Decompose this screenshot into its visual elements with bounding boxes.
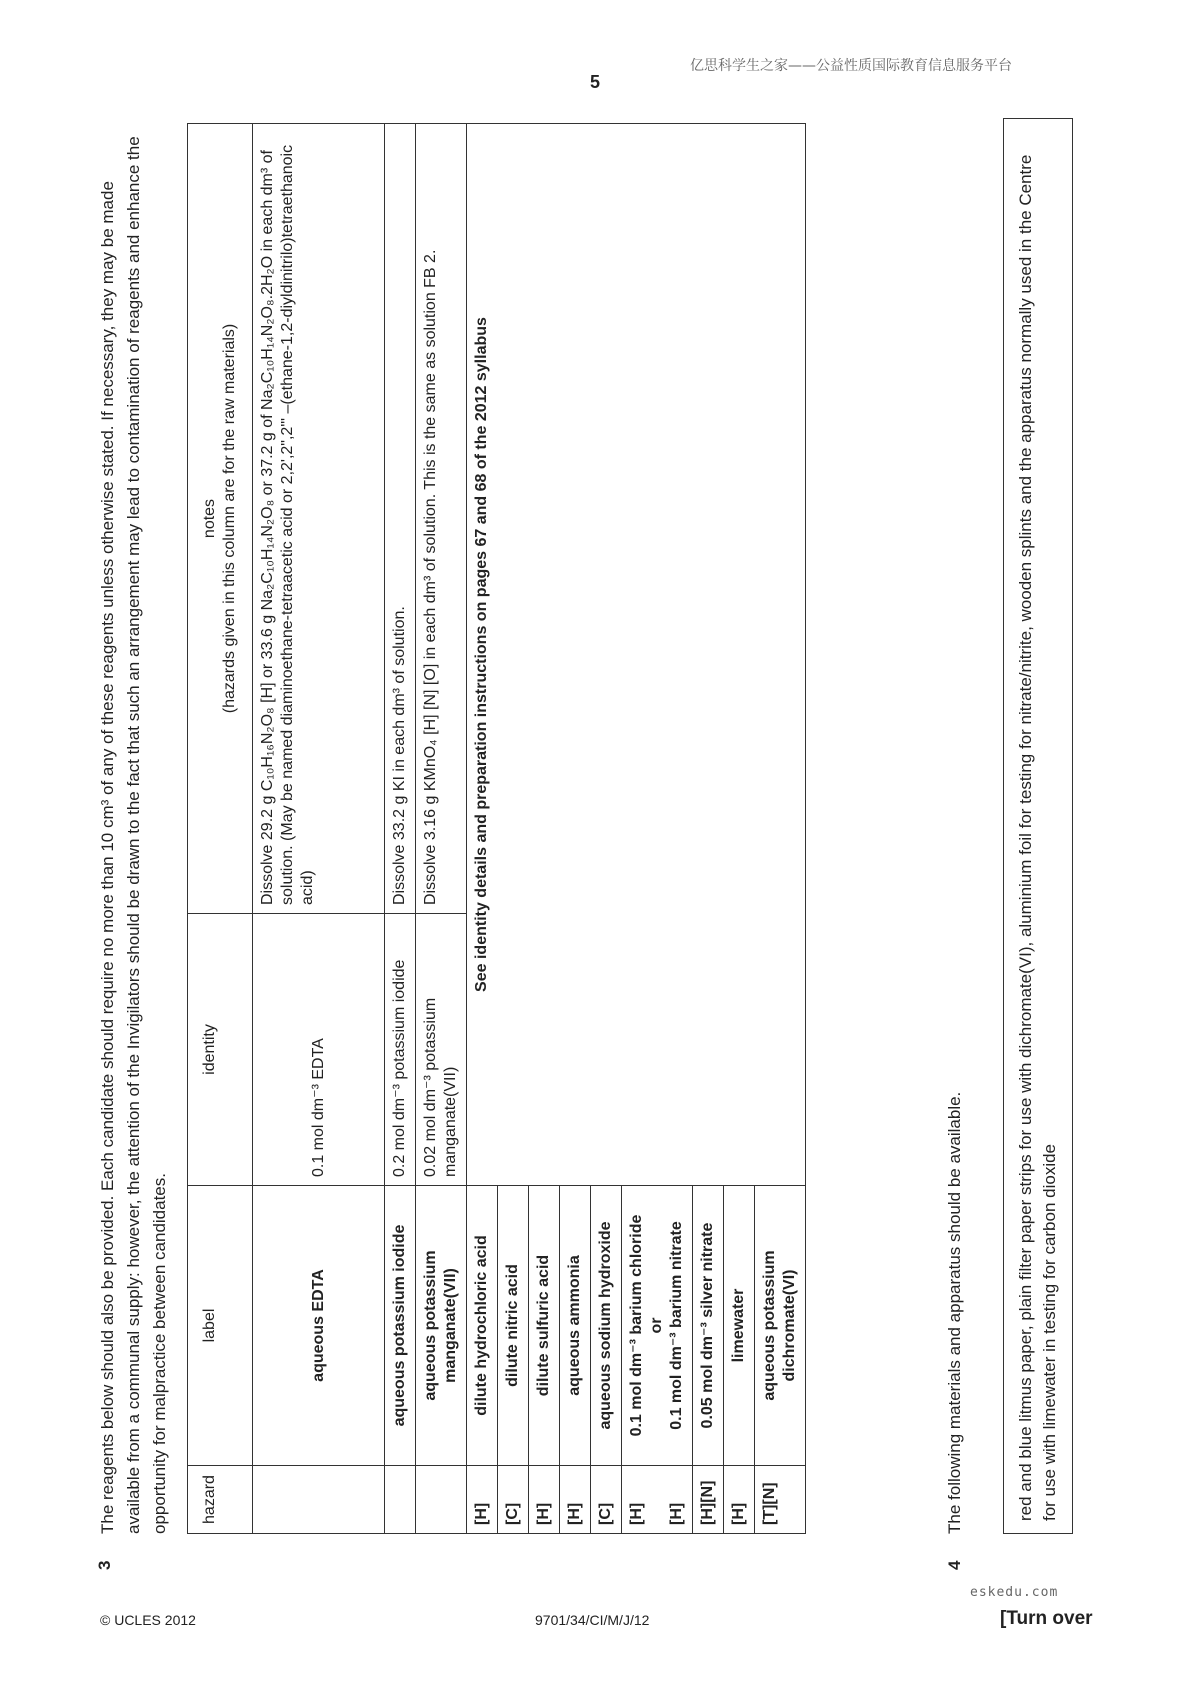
hazard-cell: [T][N] xyxy=(755,1466,806,1534)
label-cell: 0.05 mol dm⁻³ silver nitrate xyxy=(693,1186,724,1466)
question-number: 3 xyxy=(95,1560,114,1570)
hazard-cell xyxy=(385,1466,416,1534)
hazard-cell: [H] [H] xyxy=(622,1466,693,1534)
header-label: label xyxy=(188,1186,253,1466)
header-watermark: 亿思科学生之家——公益性质国际教育信息服务平台 xyxy=(690,58,1012,74)
paper-code: 9701/34/CI/M/J/12 xyxy=(535,1612,650,1628)
notes-cell: Dissolve 29.2 g C₁₀H₁₆N₂O₈ [H] or 33.6 g Na₂C₁₀H₁₄N₂O₈ or 37.2 g of Na₂C₁₀H₁₄N₂O₈.2H₂O in each dm³ of solution. (May be named diaminoethane-tetraacetic acid or 2,2',2",2"' –(ethane-1,2-diyldinitrilo)tetraethanoic acid) xyxy=(253,124,385,914)
header-notes xyxy=(188,124,253,914)
table-row xyxy=(385,124,416,1534)
label-cell: aqueous potassium iodide xyxy=(385,1186,416,1466)
hazard-cell: [H] xyxy=(529,1466,560,1534)
hazard-cell xyxy=(253,1466,385,1534)
hazard-cell xyxy=(416,1466,467,1534)
table-header-row xyxy=(188,124,253,1534)
label-cell: aqueous EDTA xyxy=(253,1186,385,1466)
identity-cell: 0.02 mol dm⁻³ potassium manganate(VII) xyxy=(416,914,467,1186)
identity-cell: 0.1 mol dm⁻³ EDTA xyxy=(253,914,385,1186)
label-cell: aqueous sodium hydroxide xyxy=(591,1186,622,1466)
question-text: The following materials and apparatus should be available. xyxy=(945,1091,964,1534)
notes-cell: Dissolve 33.2 g KI in each dm³ of solution. xyxy=(385,124,416,914)
hazard-cell: [H][N] xyxy=(693,1466,724,1534)
header-notes-title: notes xyxy=(201,498,218,539)
label-cell: 0.1 mol dm⁻³ barium chloride or 0.1 mol dm⁻³ barium nitrate xyxy=(622,1186,693,1466)
table-row xyxy=(467,124,498,1534)
label-cell: aqueous ammonia xyxy=(560,1186,591,1466)
turn-over: [Turn over xyxy=(1000,1608,1093,1629)
site-watermark: eskedu.com xyxy=(970,1585,1059,1600)
question-number: 4 xyxy=(945,1560,964,1570)
reagents-table xyxy=(187,123,806,1534)
header-identity: identity xyxy=(188,914,253,1186)
label-cell: aqueous potassium dichromate(VI) xyxy=(755,1186,806,1466)
hazard-cell: [C] xyxy=(498,1466,529,1534)
see-syllabus-note: See identity details and preparation instructions on pages 67 and 68 of the 2012 syllabus xyxy=(467,124,806,1186)
identity-cell: 0.2 mol dm⁻³ potassium iodide xyxy=(385,914,416,1186)
hazard-cell: [H] xyxy=(467,1466,498,1534)
label-cell: aqueous potassium manganate(VII) xyxy=(416,1186,467,1466)
hazard-cell: [H] xyxy=(560,1466,591,1534)
label-cell: dilute hydrochloric acid xyxy=(467,1186,498,1466)
header-hazard: hazard xyxy=(188,1466,253,1534)
page-number: 5 xyxy=(590,72,601,92)
label-cell: limewater xyxy=(724,1186,755,1466)
apparatus-box: red and blue litmus paper, plain filter paper strips for use with dichromate(VI), aluminium foil for testing for nitrate/nitrite, wooden splints and the apparatus normally used in the Centre for use with limewater in testing for carbon dioxide xyxy=(1003,118,1073,1534)
table-row xyxy=(253,124,385,1534)
label-cell: dilute sulfuric acid xyxy=(529,1186,560,1466)
hazard-cell: [C] xyxy=(591,1466,622,1534)
label-cell: dilute nitric acid xyxy=(498,1186,529,1466)
rotated-content xyxy=(95,110,1085,1570)
notes-cell: Dissolve 3.16 g KMnO₄ [H] [N] [O] in each dm³ of solution. This is the same as solution FB 2. xyxy=(416,124,467,914)
table-row xyxy=(416,124,467,1534)
hazard-cell: [H] xyxy=(724,1466,755,1534)
header-notes-subtitle: (hazards given in this column are for the raw materials) xyxy=(221,323,238,714)
copyright: © UCLES 2012 xyxy=(100,1612,196,1628)
question-text: The reagents below should also be provided. Each candidate should require no more than 10 cm³ of any of these reagents unless otherwise stated. If necessary, they may be made available from a communal supply: however, the attention of the Invigilators should be drawn to the fact that such an arrangement may lead to contamination of reagents and enhance the opportunity for malpractice between candidates. xyxy=(98,136,169,1534)
